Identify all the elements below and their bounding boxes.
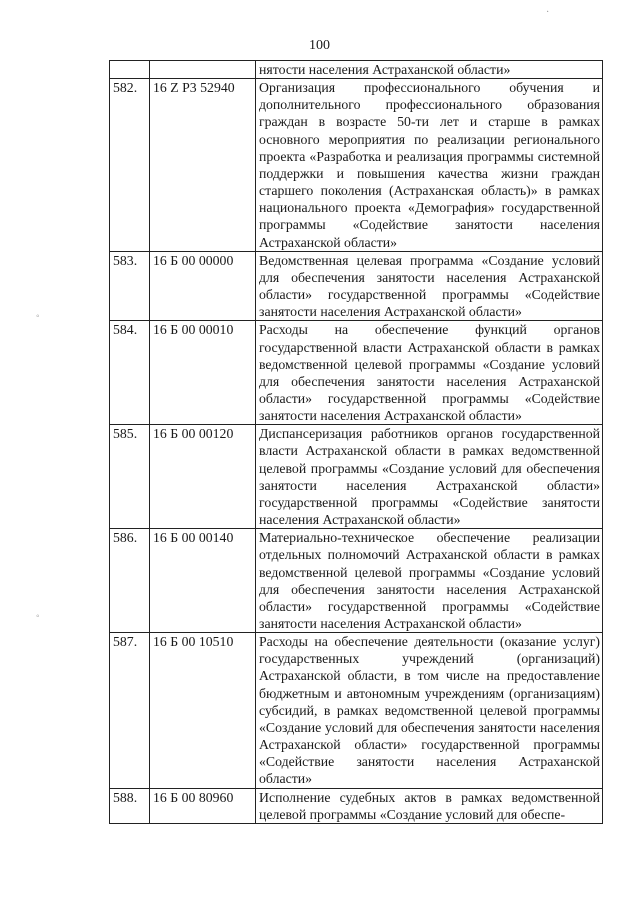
table-row [110,788,603,823]
table-row [110,425,603,529]
binding-hole-mark: ◦ [36,311,40,322]
binding-hole-mark: ◦ [36,611,40,622]
table-row [110,529,603,633]
table-row [110,321,603,425]
article-description: Расходы на обеспечение деятельности (оказание услуг) государственных учреждений (организаций) Астраханской области, в том числе на предоставление бюджетным и автономным учреждениям (организациям) субсидий, в рамках ведомственной целевой программы «Создание условий для обеспечения занятости населения Астраханской области» государственной программы «Содействие занятости населения Астраханской области» [256,633,603,788]
budget-classification-table [109,60,603,824]
target-article-code: 16 Б 00 00010 [150,321,256,425]
article-description: нятости населения Астраханской области» [256,61,603,79]
row-number: 582. [110,79,150,252]
row-number [110,61,150,79]
table-row [110,633,603,788]
article-description: Исполнение судебных актов в рамках ведомственной целевой программы «Создание условий для обеспе- [256,788,603,823]
article-description: Диспансеризация работников органов государственной власти Астраханской области в рамках ведомственной целевой программы «Создание условий для обеспечения занятости населения Астраханской области» государственной программы «Содействие занятости населения Астраханской области» [256,425,603,529]
target-article-code [150,61,256,79]
target-article-code: 16 Б 00 00000 [150,251,256,321]
scan-speck: · [546,7,550,18]
table-row [110,79,603,252]
table-row [110,251,603,321]
table-row [110,61,603,79]
row-number: 586. [110,529,150,633]
article-description: Расходы на обеспечение функций органов государственной власти Астраханской области в рамках ведомственной целевой программы «Создание условий для обеспечения занятости населения Астраханской области» государственной программы «Содействие занятости населения Астраханской области» [256,321,603,425]
row-number: 584. [110,321,150,425]
row-number: 583. [110,251,150,321]
target-article-code: 16 Б 00 00140 [150,529,256,633]
target-article-code: 16 Б 00 00120 [150,425,256,529]
article-description: Материально-техническое обеспечение реализации отдельных полномочий Астраханской области в рамках ведомственной целевой программы «Создание условий для обеспечения занятости населения Астраханской области» государственной программы «Содействие занятости населения Астраханской области» [256,529,603,633]
target-article-code: 16 Б 00 80960 [150,788,256,823]
row-number: 588. [110,788,150,823]
article-description: Ведомственная целевая программа «Создание условий для обеспечения занятости населения Астраханской области» государственной программы «Содействие занятости населения Астраханской области» [256,251,603,321]
article-description: Организация профессионального обучения и дополнительного профессионального образования граждан в возрасте 50-ти лет и старше в рамках основного мероприятия по реализации регионального проекта «Разработка и реализация программы системной поддержки и повышения качества жизни граждан старшего поколения (Астраханская область)» в рамках национального проекта «Демография» государственной программы «Содействие занятости населения Астраханской области» [256,79,603,252]
page-number: 100 [309,38,330,53]
row-number: 585. [110,425,150,529]
target-article-code: 16 Б 00 10510 [150,633,256,788]
row-number: 587. [110,633,150,788]
target-article-code: 16 Z P3 52940 [150,79,256,252]
